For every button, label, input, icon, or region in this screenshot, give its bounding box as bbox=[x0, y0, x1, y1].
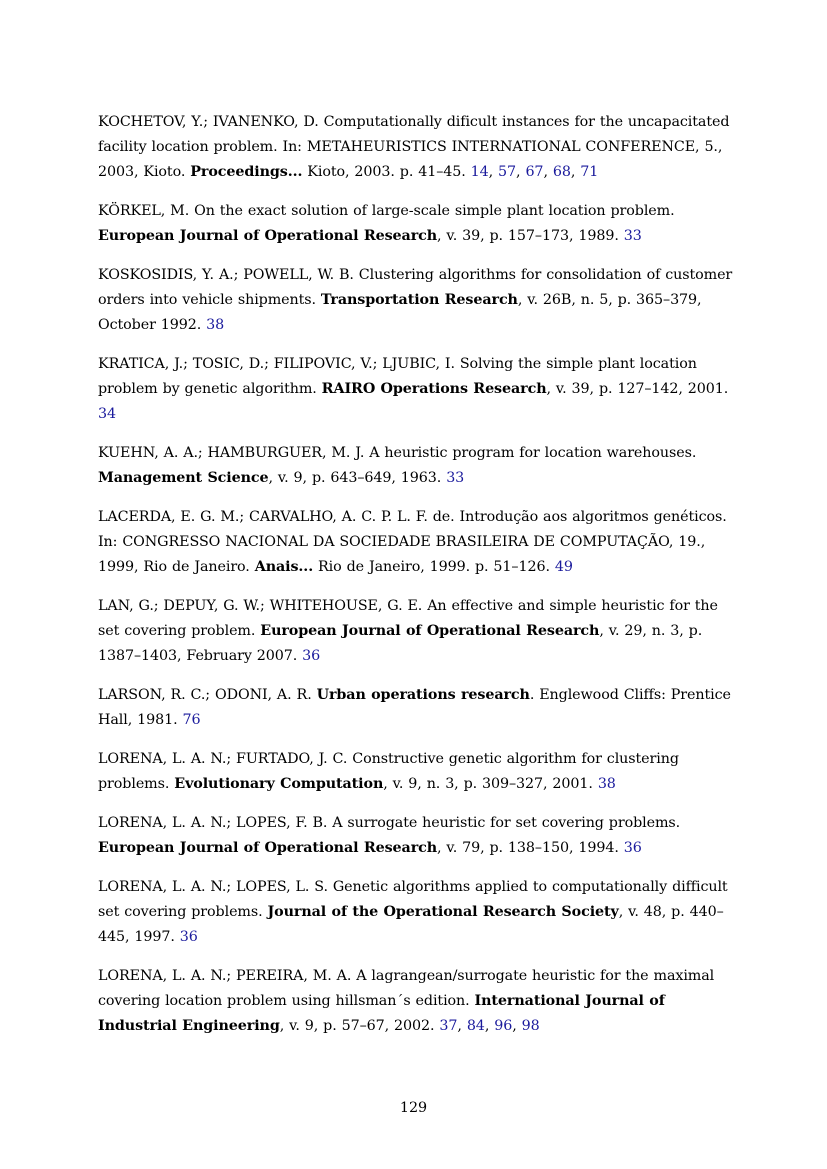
reference-authors-title: KOCHETOV, Y.; IVANENKO, D. Computationally dificult instances for the uncapacitated facility location problem. In: METAHEURISTICS INTERNATIONAL CONFERENCE, 5., 2003, Kioto. bbox=[98, 114, 730, 180]
back-reference-page-link[interactable]: 38 bbox=[206, 317, 225, 333]
back-reference-page-link[interactable]: 96 bbox=[494, 1018, 513, 1034]
reference-entry bbox=[98, 594, 738, 669]
reference-entry: LORENA, L. A. N.; PEREIRA, M. A. A lagrangean/surrogate heuristic for the maximal covering location problem using hillsman´s edition. International Journal of Industrial Engineering, v. 9, p. 57–67, 2002. 37, 84, 96, 98 bbox=[98, 968, 715, 1034]
back-reference-page-link[interactable]: 84 bbox=[466, 1018, 485, 1034]
reference-venue: Transportation Research bbox=[320, 292, 518, 308]
reference-details: , v. 26B, n. 5, p. 365–379, October 1992. bbox=[98, 292, 702, 333]
reference-details: , v. 39, p. 157–173, 1989. bbox=[437, 228, 624, 244]
reference-authors-title: KOSKOSIDIS, Y. A.; POWELL, W. B. Clustering algorithms for consolidation of customer orders into vehicle shipments. bbox=[98, 267, 733, 308]
reference-details: , v. 29, n. 3, p. 1387–1403, February 2007. bbox=[98, 623, 703, 664]
reference-details: , v. 79, p. 138–150, 1994. bbox=[437, 840, 624, 856]
reference-venue: International Journal of Industrial Engineering bbox=[98, 993, 665, 1034]
back-reference-page-link[interactable]: 37 bbox=[439, 1018, 458, 1034]
page-number: 129 bbox=[399, 1100, 428, 1116]
back-reference-page-link[interactable]: 36 bbox=[623, 840, 642, 856]
back-reference-page-link[interactable]: 14 bbox=[470, 164, 489, 180]
reference-venue: Journal of the Operational Research Society bbox=[267, 904, 619, 920]
back-reference-page-link[interactable]: 49 bbox=[554, 559, 573, 575]
reference-details: , v. 9, n. 3, p. 309–327, 2001. bbox=[383, 776, 598, 792]
back-reference-page-link[interactable]: 98 bbox=[521, 1018, 540, 1034]
reference-venue: European Journal of Operational Research bbox=[260, 623, 600, 639]
reference-venue: European Journal of Operational Research bbox=[98, 840, 438, 856]
reference-details: , v. 9, p. 57–67, 2002. bbox=[279, 1018, 440, 1034]
back-reference-page-link[interactable]: 34 bbox=[98, 406, 116, 422]
back-reference-page-link[interactable]: 33 bbox=[446, 470, 465, 486]
reference-list bbox=[98, 110, 738, 1053]
back-reference-page-link[interactable]: 57 bbox=[498, 164, 517, 180]
reference-entry bbox=[98, 747, 738, 797]
reference-details: , v. 39, p. 127–142, 2001. bbox=[546, 381, 729, 397]
reference-authors-title: KUEHN, A. A.; HAMBURGUER, M. J. A heuristic program for location warehouses. bbox=[98, 445, 697, 461]
reference-entry bbox=[98, 683, 738, 733]
reference-venue: Urban operations research bbox=[316, 687, 530, 703]
reference-authors-title: KÖRKEL, M. On the exact solution of large-scale simple plant location problem. bbox=[98, 203, 675, 219]
reference-details: Rio de Janeiro, 1999. p. 51–126. bbox=[313, 559, 555, 575]
reference-entry bbox=[98, 263, 738, 338]
reference-venue: Anais... bbox=[254, 559, 314, 575]
back-reference-page-link[interactable]: 67 bbox=[525, 164, 544, 180]
reference-authors-title: LORENA, L. A. N.; PEREIRA, M. A. A lagrangean/surrogate heuristic for the maximal covering location problem using hillsman´s edition. bbox=[98, 968, 715, 1009]
back-reference-page-link[interactable]: 33 bbox=[623, 228, 642, 244]
back-reference-page-link[interactable]: 76 bbox=[182, 712, 201, 728]
reference-entry bbox=[98, 441, 738, 491]
back-reference-page-link[interactable]: 38 bbox=[597, 776, 616, 792]
reference-authors-title: LARSON, R. C.; ODONI, A. R. bbox=[98, 687, 317, 703]
reference-authors-title: LACERDA, E. G. M.; CARVALHO, A. C. P. L. F. de. Introdução aos algoritmos genéticos. In: CONGRESSO NACIONAL DA SOCIEDADE BRASILEIRA DE COMPUTAÇÃO, 19., 1999, Rio de Janeiro. bbox=[98, 509, 727, 575]
reference-authors-title: LORENA, L. A. N.; LOPES, L. S. Genetic algorithms applied to computationally difficult set covering problems. bbox=[98, 879, 728, 920]
reference-details: Kioto, 2003. p. 41–45. bbox=[302, 164, 471, 180]
reference-venue: RAIRO Operations Research bbox=[321, 381, 547, 397]
reference-entry bbox=[98, 199, 738, 249]
reference-entry bbox=[98, 505, 738, 580]
reference-entry bbox=[98, 875, 738, 950]
back-reference-page-link[interactable]: 68 bbox=[552, 164, 571, 180]
reference-entry bbox=[98, 352, 738, 427]
back-reference-page-link[interactable]: 36 bbox=[302, 648, 321, 664]
reference-venue: Proceedings... bbox=[190, 164, 303, 180]
reference-authors-title: KRATICA, J.; TOSIC, D.; FILIPOVIC, V.; LJUBIC, I. Solving the simple plant location problem by genetic algorithm. bbox=[98, 356, 697, 397]
reference-entry: KOCHETOV, Y.; IVANENKO, D. Computationally dificult instances for the uncapacitated facility location problem. In: METAHEURISTICS INTERNATIONAL CONFERENCE, 5., 2003, Kioto. Proceedings... Kioto, 2003. p. 41–45. 14, 57, 67, 68, 71 bbox=[98, 114, 730, 180]
reference-authors-title: LORENA, L. A. N.; LOPES, F. B. A surrogate heuristic for set covering problems. bbox=[98, 815, 681, 831]
back-reference-page-link[interactable]: 36 bbox=[179, 929, 198, 945]
reference-authors-title: LORENA, L. A. N.; FURTADO, J. C. Constructive genetic algorithm for clustering problems. bbox=[98, 751, 679, 792]
back-reference-page-link[interactable]: 71 bbox=[580, 164, 599, 180]
reference-details: , v. 48, p. 440–445, 1997. bbox=[98, 904, 724, 945]
reference-venue: Management Science bbox=[98, 470, 269, 486]
reference-details: . Englewood Cliffs: Prentice Hall, 1981. bbox=[98, 687, 731, 728]
reference-entry bbox=[98, 811, 738, 861]
reference-venue: Evolutionary Computation bbox=[174, 776, 384, 792]
reference-authors-title: LAN, G.; DEPUY, G. W.; WHITEHOUSE, G. E. An effective and simple heuristic for the set covering problem. bbox=[98, 598, 718, 639]
reference-details: , v. 9, p. 643–649, 1963. bbox=[268, 470, 447, 486]
reference-venue: European Journal of Operational Research bbox=[98, 228, 438, 244]
